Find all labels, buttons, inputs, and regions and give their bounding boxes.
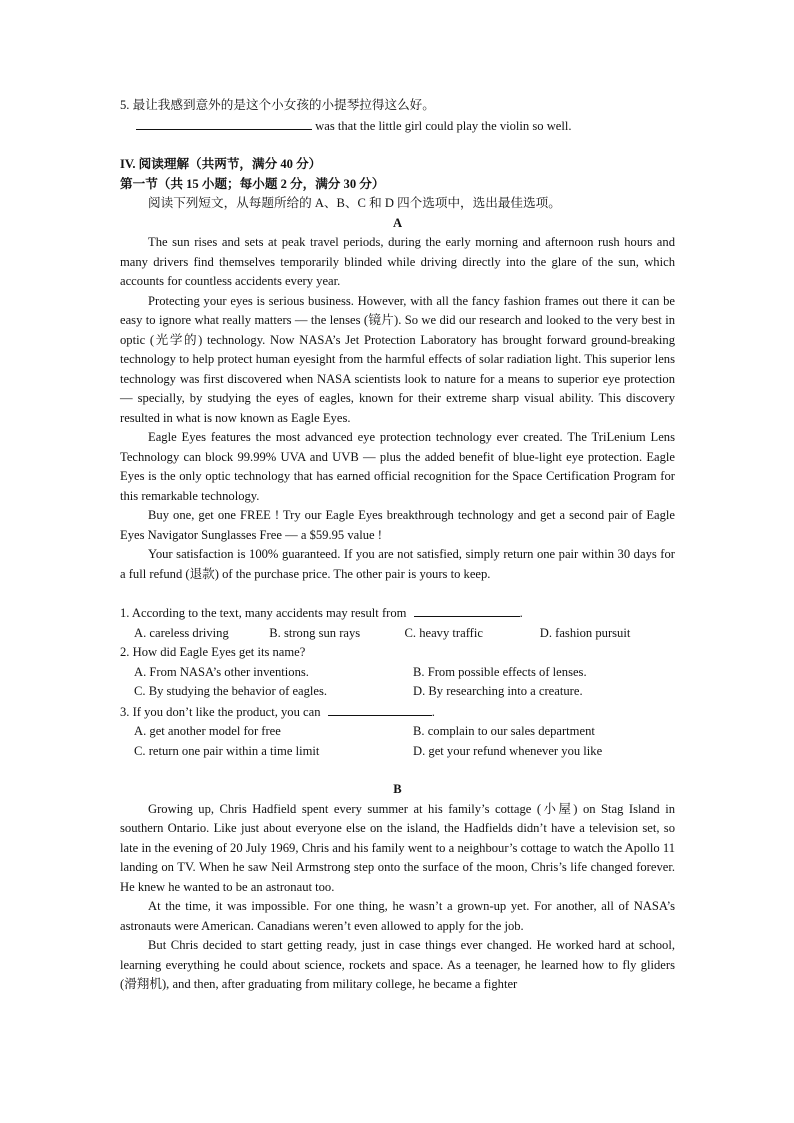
passage-a-paragraph: The sun rises and sets at peak travel periods, during the early morning and afternoon rush hours and many drivers find themselves temporarily blinded while driving directly into the glare of the sun, which accounts for countless accidents every year. xyxy=(120,235,675,288)
passage-a-paragraph: Your satisfaction is 100% guaranteed. If you are not satisfied, simply return one pair within 30 days for a full refund (退款) of the purchase price. The other pair is yours to keep. xyxy=(120,547,675,581)
passage-b-paragraph: At the time, it was impossible. For one thing, he wasn’t a grown-up yet. For another, all of NASA’s astronauts were American. Canadians weren’t even allowed to apply for the job. xyxy=(120,899,675,933)
passage-a-letter: A xyxy=(392,215,403,230)
passage-a-paragraph: Protecting your eyes is serious business. However, with all the fancy fashion frames out there it can be easy to ignore what really matters — the lenses (镜片). So we did our research and looked to the very best in optic (光学的) technology. Now NASA’s Jet Protection Laboratory has brought forward ground-breaking technology to help protect human eyesight from the harmful effects of solar radiation light. This superior lens technology was first discovered when NASA scientists look to nature for a means to superior eye protection — specially, by studying the eyes of eagles, known for their extreme sharp visual ability. This discovery resulted in what is now known as Eagle Eyes. xyxy=(120,293,675,425)
passage-a-paragraph: Eagle Eyes features the most advanced eye protection technology ever created. The TriLenium Lens Technology can block 99.99% UVA and UVB — plus the added benefit of blue-light eye protection. Eagle Eyes is the only optic technology that has earned official recognition for the Space Certification Program for this remarkable technology. xyxy=(120,430,675,503)
answer-blank[interactable] xyxy=(136,116,312,130)
answer-blank[interactable] xyxy=(328,702,432,716)
option-b[interactable]: B. From possible effects of lenses. xyxy=(413,664,587,679)
question-2 xyxy=(120,643,675,663)
passage-b-paragraph: Growing up, Chris Hadfield spent every summer at his family’s cottage (小屋) on Stag Island in southern Ontario. Like just about everyone else on the island, the Hadfields didn’t have a television set, so late in the evening of 20 July 1969, Chris and his family went to a neighbour’s cottage to watch the Apollo 11 landing on TV. When he saw Neil Armstrong step onto the surface of the moon, Chris’s life changed forever. He knew he wanted to be an astronaut too. xyxy=(120,801,675,894)
option-c[interactable]: C. By studying the behavior of eagles. xyxy=(134,684,328,698)
question-tail: . xyxy=(431,704,435,719)
option-d[interactable]: D. get your refund whenever you like xyxy=(413,743,603,758)
question-stem: 2. How did Eagle Eyes get its name? xyxy=(120,645,306,659)
question-stem: 1. According to the text, many accidents may result from xyxy=(120,606,407,620)
option-b[interactable]: B. strong sun rays xyxy=(269,625,361,640)
options-1 xyxy=(120,624,675,644)
part-heading: 第一节（共 15 小题；每小题 2 分，满分 30 分） xyxy=(120,176,385,191)
option-a[interactable]: A. get another model for free xyxy=(134,724,281,738)
q5-answer-line xyxy=(120,116,675,137)
option-d[interactable]: D. fashion pursuit xyxy=(539,625,631,640)
option-a[interactable]: A. From NASA’s other inventions. xyxy=(134,664,309,679)
q5-prompt: 5. 最让我感到意外的是这个小女孩的小提琴拉得这么好。 xyxy=(120,98,435,112)
option-b[interactable]: B. complain to our sales department xyxy=(413,724,595,738)
passage-b-paragraph: But Chris decided to start getting ready, just in case things ever changed. He worked hard at school, learning everything he could about science, rockets and space. As a teenager, he learned how to fly gliders (滑翔机), and then, after graduating from military college, he became a fighter xyxy=(120,938,675,991)
instruction: 阅读下列短文，从每题所给的 A、B、C 和 D 四个选项中，选出最佳选项。 xyxy=(148,196,561,210)
passage-a-paragraph: Buy one, get one FREE ! Try our Eagle Eyes breakthrough technology and get a second pair of Eagle Eyes Navigator Sunglasses Free — a $59.95 value ! xyxy=(120,508,675,542)
options-2 xyxy=(120,663,675,702)
answer-blank[interactable] xyxy=(414,603,520,617)
option-d[interactable]: D. By researching into a creature. xyxy=(413,684,583,698)
section-heading: IV. 阅读理解（共两节，满分 40 分） xyxy=(120,157,322,171)
option-c[interactable]: C. heavy traffic xyxy=(404,625,483,640)
question-stem: 3. If you don’t like the product, you can xyxy=(120,704,321,719)
question-tail: . xyxy=(519,606,523,620)
passage-b-letter: B xyxy=(393,782,402,796)
question-1 xyxy=(120,603,675,624)
exam-page xyxy=(120,96,675,995)
option-c[interactable]: C. return one pair within a time limit xyxy=(134,743,320,758)
options-3 xyxy=(120,722,675,761)
option-a[interactable]: A. careless driving xyxy=(134,625,229,640)
question-3 xyxy=(120,702,675,723)
q5-answer-tail: was that the little girl could play the violin so well. xyxy=(315,118,572,133)
